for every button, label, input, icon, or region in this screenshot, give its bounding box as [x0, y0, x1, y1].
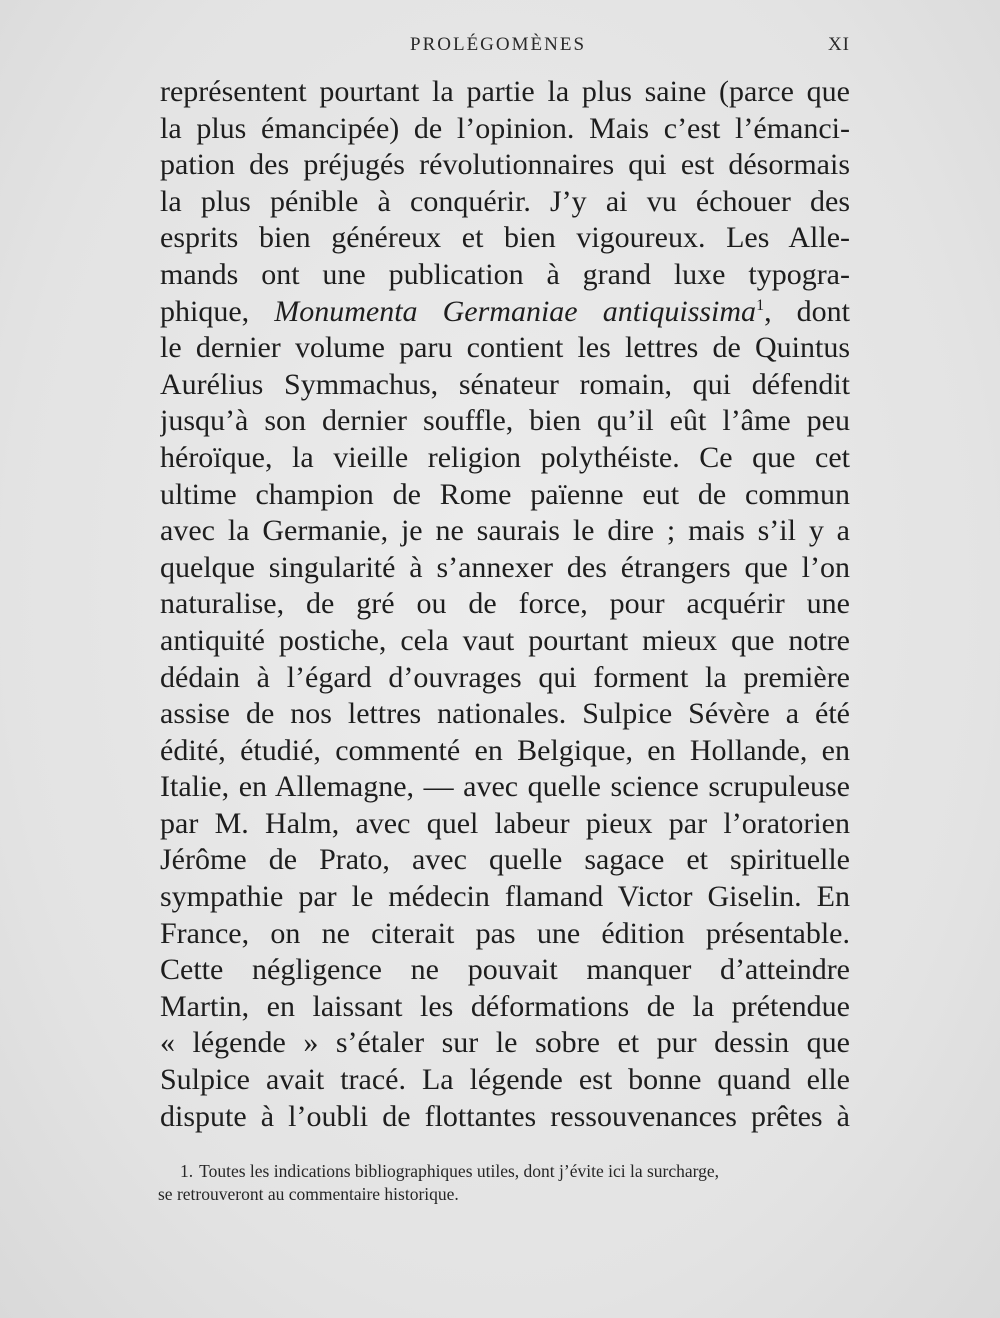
footnote-line [158, 1160, 850, 1183]
body-text [160, 74, 850, 1135]
text-line: représentent pourtant la partie la plus saine (parce que [160, 75, 850, 108]
text-line: antiquité postiche, cela vaut pourtant mieux que notre [160, 623, 850, 657]
text-line: Sulpice avait tracé. La légende est bonne quand elle [160, 1063, 850, 1097]
line-start: phique, [160, 294, 275, 328]
text-line: héroïque, la vieille religion polythéiste. Ce que cet [160, 440, 850, 474]
line-end: , dont [764, 294, 850, 328]
text-line: Martin, en laissant les déformations de la prétendue [160, 989, 850, 1023]
text-line-with-citation [160, 294, 850, 331]
text-line: Italie, en Allemagne, — avec quelle science scrupuleuse [160, 770, 850, 804]
running-head [160, 34, 850, 60]
text-line: assise de nos lettres nationales. Sulpice Sévère a été [160, 697, 850, 731]
text-line: esprits bien généreux et bien vigoureux. Les Alle- [160, 221, 850, 255]
text-line: la plus pénible à conquérir. J’y ai vu échouer des [160, 184, 850, 218]
text-line: sympathie par le médecin flamand Victor Giselin. En [160, 880, 850, 914]
text-line: France, on ne citerait pas une édition présentable. [160, 916, 850, 950]
text-line: ultime champion de Rome païenne eut de commun [160, 477, 850, 511]
text-line: naturalise, de gré ou de force, pour acquérir une [160, 587, 850, 621]
text-line: Jérôme de Prato, avec quelle sagace et spirituelle [160, 843, 850, 877]
text-line: le dernier volume paru contient les lettres de Quintus [160, 331, 850, 365]
page-number: XI [827, 34, 850, 55]
text-line: quelque singularité à s’annexer des étrangers que l’on [160, 550, 850, 584]
footnote-number: 1. [180, 1161, 194, 1181]
footnote-marker: 1 [756, 296, 765, 314]
cited-title: Monumenta Germaniae antiquissima [274, 294, 757, 328]
text-line: dédain à l’égard d’ouvrages qui forment la première [160, 660, 850, 694]
text-line: Aurélius Symmachus, sénateur romain, qui défendit [160, 367, 850, 401]
footnote-line: se retrouveront au commentaire historique. [158, 1184, 459, 1204]
footnote-text: Toutes les indications bibliographiques utiles, dont j’évite ici la surcharge, [199, 1161, 720, 1181]
footnotes [158, 1160, 850, 1206]
text-line: mands ont une publication à grand luxe typogra- [160, 257, 850, 291]
text-line: par M. Halm, avec quel labeur pieux par l’oratorien [160, 806, 850, 840]
text-line: la plus émancipée) de l’opinion. Mais c’est l’émanci- [160, 111, 850, 145]
running-title: PROLÉGOMÈNES [410, 34, 587, 55]
text-line: « légende » s’étaler sur le sobre et pur dessin que [160, 1026, 850, 1060]
text-line: édité, étudié, commenté en Belgique, en Hollande, en [160, 733, 850, 767]
text-line: pation des préjugés révolutionnaires qui est désormais [160, 148, 850, 182]
text-line: jusqu’à son dernier souffle, bien qu’il eût l’âme peu [160, 404, 850, 438]
text-line: Cette négligence ne pouvait manquer d’atteindre [160, 953, 850, 987]
text-line: avec la Germanie, je ne saurais le dire ; mais s’il y a [160, 514, 850, 548]
text-line: dispute à l’oubli de flottantes ressouvenances prêtes à [160, 1099, 850, 1133]
